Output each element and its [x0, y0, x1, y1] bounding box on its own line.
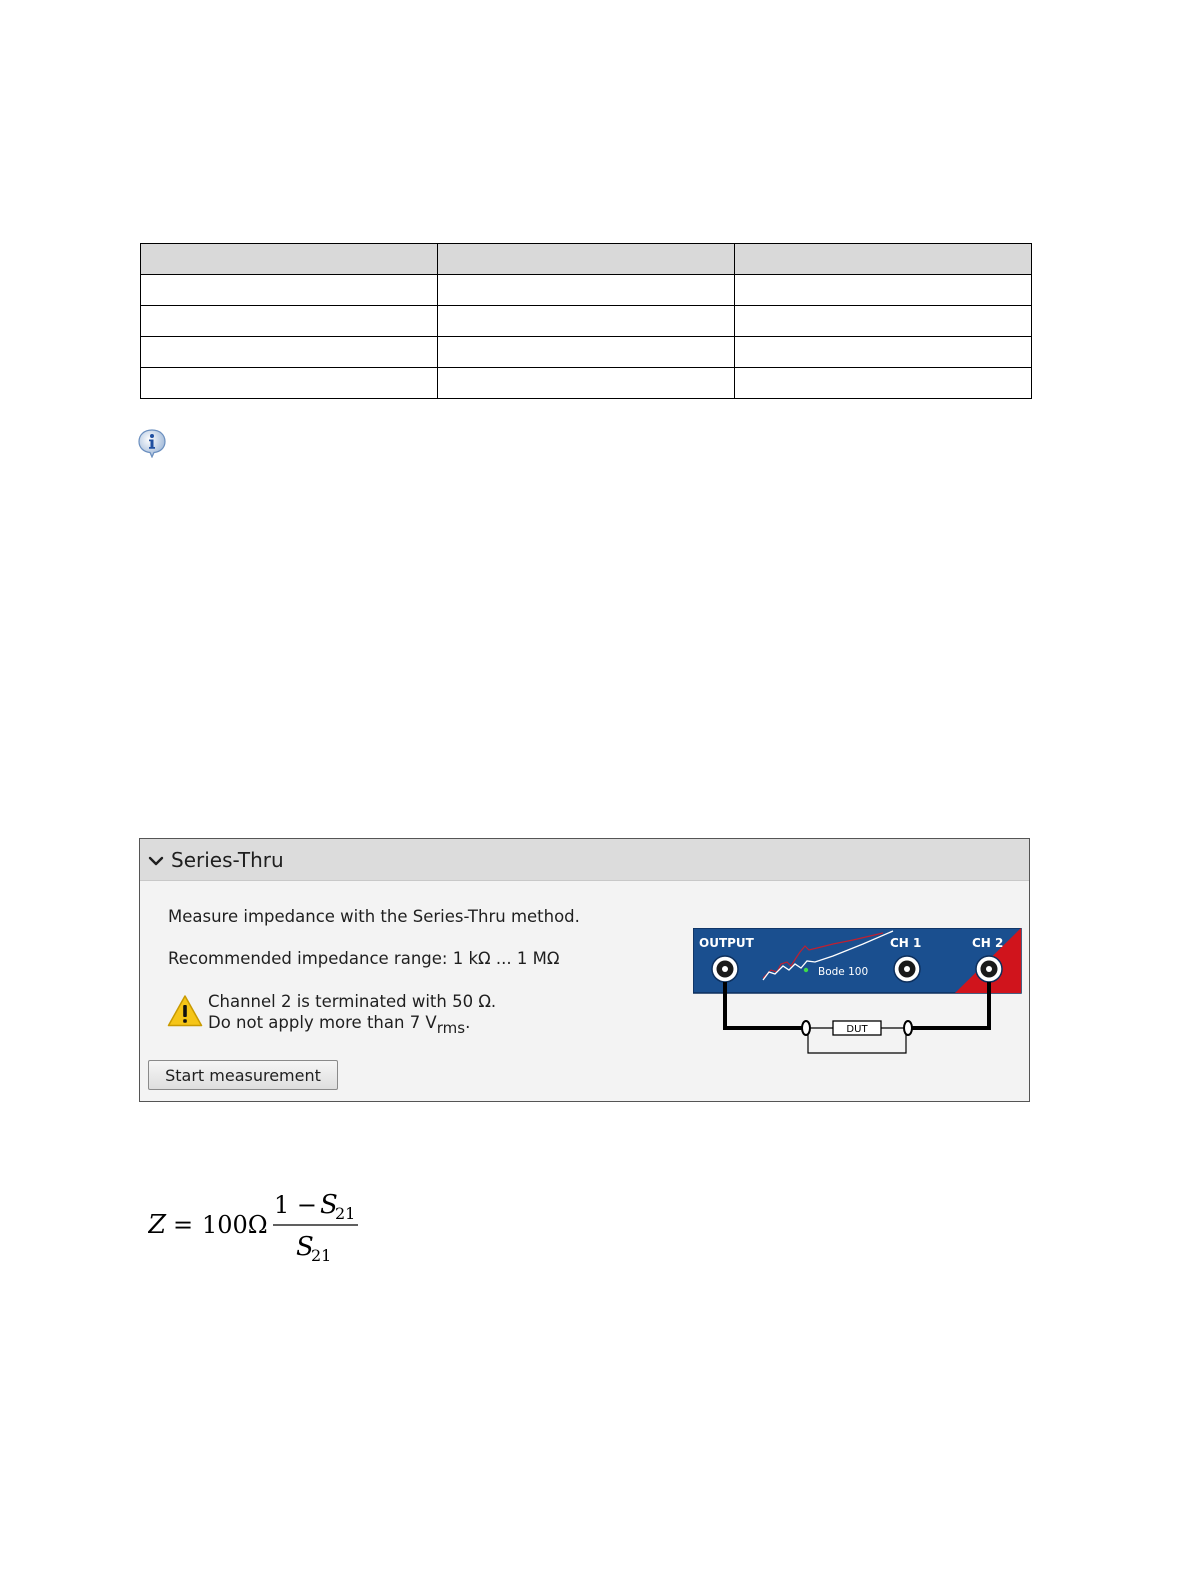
table-cell — [141, 337, 438, 368]
method-description: Measure impedance with the Series-Thru method. — [168, 907, 580, 926]
ch2-connector — [976, 956, 1002, 982]
ground-return — [808, 1034, 906, 1053]
table-row — [141, 275, 1032, 306]
info-icon — [137, 428, 167, 458]
table-header-row — [141, 244, 1032, 275]
table-cell — [438, 337, 735, 368]
table-row — [141, 337, 1032, 368]
formula-lhs: Z — [148, 1210, 167, 1240]
table-cell — [735, 306, 1032, 337]
table-row — [141, 368, 1032, 399]
start-measurement-button[interactable]: Start measurement — [148, 1060, 338, 1090]
formula-equals: = — [173, 1211, 194, 1239]
table-cell — [735, 368, 1032, 399]
formula-numerator-prefix: 1 − — [274, 1191, 318, 1219]
table-cell — [141, 306, 438, 337]
panel-title: Series-Thru — [171, 847, 284, 872]
ch2-label: CH 2 — [972, 936, 1004, 950]
table-cell — [141, 368, 438, 399]
table-header-cell — [438, 244, 735, 275]
impedance-range: Recommended impedance range: 1 kΩ ... 1 MΩ — [168, 949, 560, 968]
output-label: OUTPUT — [699, 936, 754, 950]
rms-subscript: rms — [436, 1019, 466, 1037]
panel-header[interactable] — [140, 839, 1029, 881]
formula-coefficient: 100Ω — [202, 1211, 268, 1239]
formula-numerator-sub: 21 — [335, 1204, 356, 1223]
table-header-cell — [735, 244, 1032, 275]
table-header-cell — [141, 244, 438, 275]
warning-line-2: Do not apply more than 7 $V_{rms}$. — [208, 1013, 471, 1037]
data-table — [140, 243, 1032, 399]
formula-denominator-sub: 21 — [311, 1246, 332, 1265]
table-cell — [438, 275, 735, 306]
series-thru-panel — [139, 838, 1030, 1102]
table-cell — [735, 337, 1032, 368]
series-thru-diagram — [693, 928, 1023, 1058]
ch1-label: CH 1 — [890, 936, 922, 950]
warning-icon — [167, 994, 203, 1028]
impedance-formula — [148, 1187, 378, 1267]
table-cell — [438, 368, 735, 399]
warning-line-1: Channel 2 is terminated with 50 Ω. — [208, 992, 497, 1011]
device-name-label: Bode 100 — [818, 966, 869, 978]
table-cell — [735, 275, 1032, 306]
right-plug — [904, 1021, 912, 1035]
chevron-down-icon[interactable] — [148, 853, 164, 869]
formula-denominator-var: S — [296, 1232, 314, 1262]
formula-numerator-var: S — [320, 1190, 338, 1220]
left-plug — [802, 1021, 810, 1035]
dut-label: DUT — [846, 1024, 868, 1035]
status-led — [804, 968, 808, 972]
warning-text — [208, 991, 496, 1039]
output-connector — [712, 956, 738, 982]
table-cell — [438, 306, 735, 337]
table-row — [141, 306, 1032, 337]
table-cell — [141, 275, 438, 306]
ch1-connector — [894, 956, 920, 982]
